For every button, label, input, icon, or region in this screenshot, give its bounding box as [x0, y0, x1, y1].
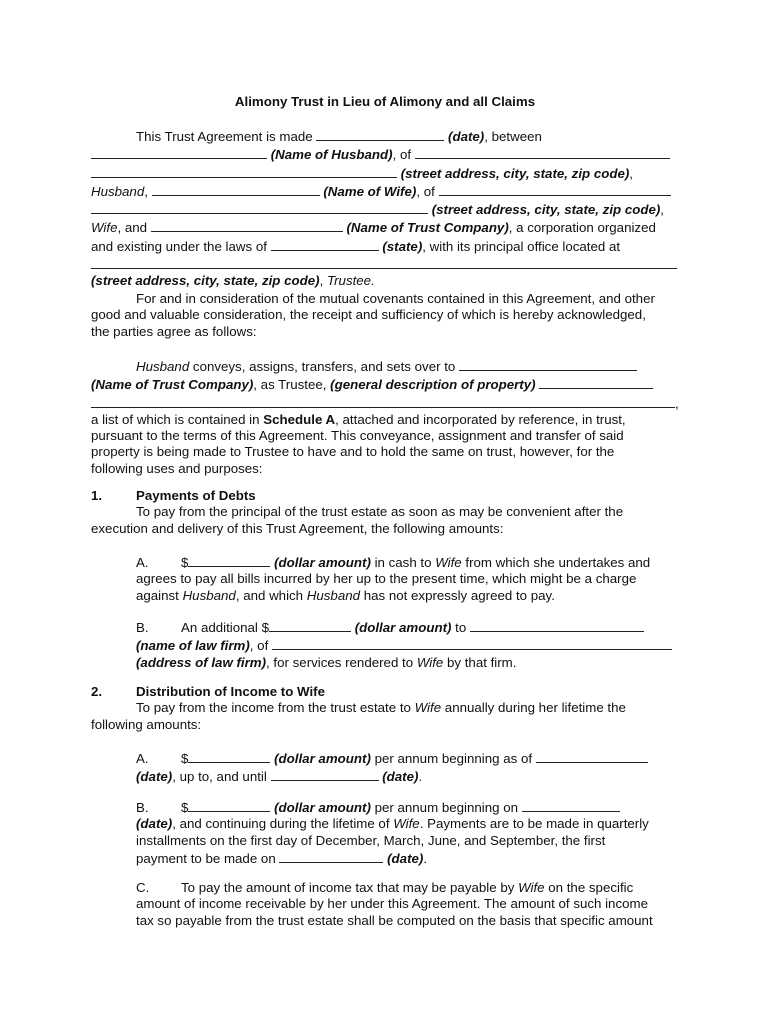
trust-company-blank[interactable] [151, 218, 343, 232]
section-2-heading: Distribution of Income to Wife [136, 684, 325, 699]
wife-name-blank[interactable] [152, 182, 320, 196]
consideration-paragraph: For and in consideration of the mutual covenants contained in this Agreement, and other good and valuable consideration, the receipt and sufficiency of which is hereby acknowledged, the parties agree as follows: [91, 291, 655, 339]
date-blank-2a-until[interactable] [271, 767, 379, 781]
section-1: 1. Payments of Debts To pay from the principal of the trust estate as soon as may be convenient after the execution and delivery of this Trust Agreement, the following amounts: [91, 488, 624, 536]
dollar-amount-blank-2a[interactable] [188, 749, 270, 763]
wife-address-blank-2[interactable] [91, 200, 428, 214]
date-blank[interactable] [316, 127, 444, 141]
document-title: Alimony Trust in Lieu of Alimony and all Claims [234, 94, 536, 109]
parties-paragraph: This Trust Agreement is made (date), between (Name of Husband), of (street address, city, state, zip code), Husband, (Name of Wife), of (street address, city, state, zip code), Wife, and (Name of Trust Company), a corporation organized and existing under the laws of (state), with its principal office located at (street address, city, state, zip code), Trustee. [91, 127, 681, 290]
section-1-heading: Payments of Debts [136, 488, 256, 503]
section-2-item-a: A. $ (dollar amount) per annum beginning as of (date), up to, and until (date). [136, 749, 681, 786]
section-2-item-b: B. $ (dollar amount) per annum beginning on (date), and continuing during the lifetime of Wife. Payments are to be made in quarterly installments on the first day of December, March, June, and September, the first payment to be made on (date). [136, 800, 649, 866]
section-1-item-a: A. $ (dollar amount) in cash to Wife from which she undertakes and agrees to pay all bills incurred by her up to the present time, which might be a charge against Husband, and which Husband has not expressly agreed to pay. [136, 555, 651, 603]
trust-address-blank[interactable] [91, 255, 677, 269]
conveyance-paragraph: Husband conveys, assigns, transfers, and sets over to (Name of Trust Company), as Trustee, (general description of property) , a list of which is contained in Schedule A, attached and incorporated by reference, in trust, pursuant to the terms of this Agreement. This conveyance, assignment and transfer of said property is being made to Trustee to have and to hold the same on trust, however, for the following uses and purposes: [91, 359, 679, 476]
dollar-amount-blank-1b[interactable] [269, 618, 351, 632]
property-blank[interactable] [539, 375, 653, 389]
dollar-amount-blank-2b[interactable] [188, 798, 270, 812]
law-firm-address-blank[interactable] [272, 636, 672, 650]
date-blank-2b[interactable] [522, 798, 620, 812]
law-firm-blank[interactable] [470, 618, 644, 632]
section-1-item-b: B. An additional $ (dollar amount) to (name of law firm), of (address of law firm), for services rendered to Wife by that firm. [136, 618, 681, 671]
section-2: 2. Distribution of Income to Wife To pay from the income from the trust estate to Wife annually during her lifetime the following amounts: [91, 684, 626, 732]
husband-name-blank[interactable] [91, 145, 267, 159]
trust-company-blank-2[interactable] [459, 357, 637, 371]
husband-address-blank[interactable] [415, 145, 670, 159]
date-blank-2b-first-payment[interactable] [279, 849, 383, 863]
date-blank-2a[interactable] [536, 749, 648, 763]
state-blank[interactable] [271, 237, 379, 251]
husband-address-blank-2[interactable] [91, 164, 397, 178]
property-blank-2[interactable] [91, 394, 675, 408]
wife-address-blank[interactable] [439, 182, 671, 196]
dollar-amount-blank-1a[interactable] [188, 553, 270, 567]
section-2-item-c: C. To pay the amount of income tax that may be payable by Wife on the specific amount of income receivable by her under this Agreement. The amount of such income tax so payable from the trust estate shall be computed on the basis that specific amount [136, 880, 653, 928]
